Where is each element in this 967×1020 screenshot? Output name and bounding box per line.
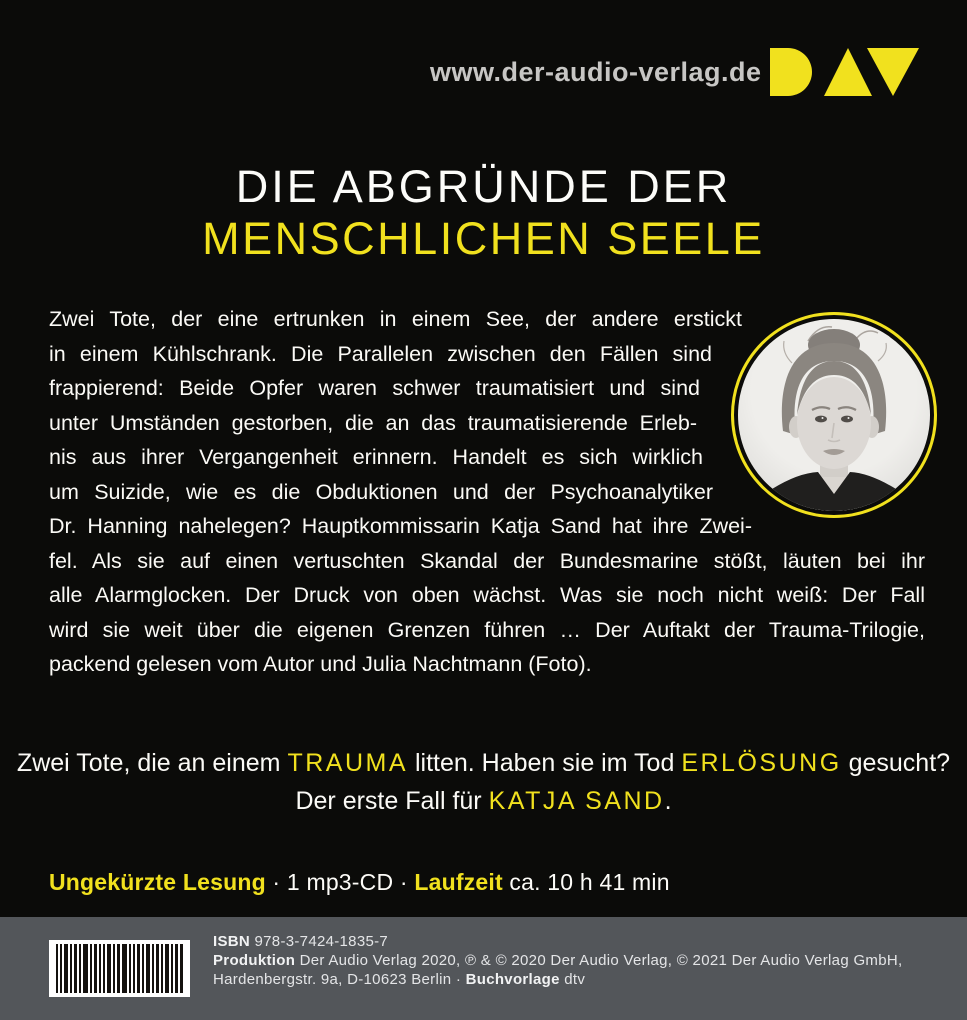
blurb-line: packend gelesen vom Autor und Julia Nachtmann (Foto). xyxy=(49,652,592,676)
publisher-address: Hardenbergstr. 9a, D-10623 Berlin · xyxy=(213,971,462,988)
isbn-value: 978-3-7424-1835-7 xyxy=(254,933,389,950)
tagline-line-1 xyxy=(0,744,967,782)
blurb-line: nis aus ihrer Vergangenheit erinnern. Handelt es sich wirklich xyxy=(49,445,703,469)
imprint-address-line xyxy=(213,970,961,989)
specs-format-label: Ungekürzte Lesung xyxy=(49,869,266,895)
imprint-isbn-line xyxy=(213,932,961,951)
blurb-line: Dr. Hanning nahelegen? Hauptkommissarin Katja Sand hat ihre Zwei- xyxy=(49,514,752,538)
specs-separator: · xyxy=(272,869,281,895)
production-label: Produktion xyxy=(213,952,296,969)
blurb-line: frappierend: Beide Opfer waren schwer traumatisiert und sind xyxy=(49,376,700,400)
title-line-1: DIE ABGRÜNDE DER xyxy=(235,161,732,212)
edition-specs xyxy=(49,869,670,896)
specs-media: 1 mp3-CD xyxy=(286,869,394,895)
specs-runtime-value: ca. 10 h 41 min xyxy=(509,869,670,895)
blurb-line: in einem Kühlschrank. Die Parallelen zwischen den Fällen sind xyxy=(49,341,712,366)
tagline xyxy=(0,744,967,820)
book-source-value: dtv xyxy=(564,971,586,988)
logo-letter-v-triangle-down xyxy=(867,48,919,96)
tagline-text: litten. Haben sie im Tod xyxy=(414,749,675,777)
tagline-highlight-trauma: TRAUMA xyxy=(287,749,409,777)
book-source-label: Buchvorlage xyxy=(465,971,560,988)
tagline-text: . xyxy=(664,787,672,815)
narrator-photo-frame xyxy=(731,312,937,518)
blurb-line: fel. Als sie auf einen vertuschten Skandal der Bundesmarine stößt, läuten bei ihr xyxy=(49,548,925,573)
narrator-portrait-photo xyxy=(738,319,930,511)
barcode xyxy=(49,940,190,997)
footer-bar xyxy=(0,917,967,1020)
tagline-text: Der erste Fall für xyxy=(295,787,482,815)
blurb-line: unter Umständen gestorben, die an das traumatisierende Erleb- xyxy=(49,410,697,435)
publisher-url: www.der-audio-verlag.de xyxy=(430,57,762,87)
imprint-production-line xyxy=(213,951,961,970)
blurb-line: wird sie weit über die eigenen Grenzen führen … Der Auftakt der Trauma-Trilogie, xyxy=(49,617,925,642)
blurb-line: alle Alarmglocken. Der Druck von oben wächst. Was sie noch nicht weiß: Der Fall xyxy=(49,583,925,607)
tagline-text: Zwei Tote, die an einem xyxy=(16,749,281,777)
portrait-illustration xyxy=(738,319,930,511)
cover-title xyxy=(0,161,967,265)
blurb-line: Zwei Tote, der eine ertrunken in einem See, der andere erstickt xyxy=(49,307,742,331)
tagline-line-2 xyxy=(0,782,967,820)
logo-letter-a-triangle-up xyxy=(824,48,872,96)
specs-separator: · xyxy=(399,869,408,895)
logo-letter-d-shape xyxy=(770,48,812,96)
blurb-line: um Suizide, wie es die Obduktionen und der Psychoanalytiker xyxy=(49,479,713,504)
tagline-highlight-erloesung: ERLÖSUNG xyxy=(681,749,842,777)
isbn-label: ISBN xyxy=(213,933,251,950)
imprint-text xyxy=(213,932,961,989)
tagline-highlight-katja-sand: KATJA SAND xyxy=(488,787,665,815)
tagline-text: gesucht? xyxy=(848,749,951,777)
production-value: Der Audio Verlag 2020, ℗ & © 2020 Der Audio Verlag, © 2021 Der Audio Verlag GmbH, xyxy=(299,952,903,969)
title-line-2: MENSCHLICHEN SEELE xyxy=(202,213,765,264)
specs-runtime-label: Laufzeit xyxy=(414,869,503,895)
dav-logo-icon xyxy=(770,48,919,96)
